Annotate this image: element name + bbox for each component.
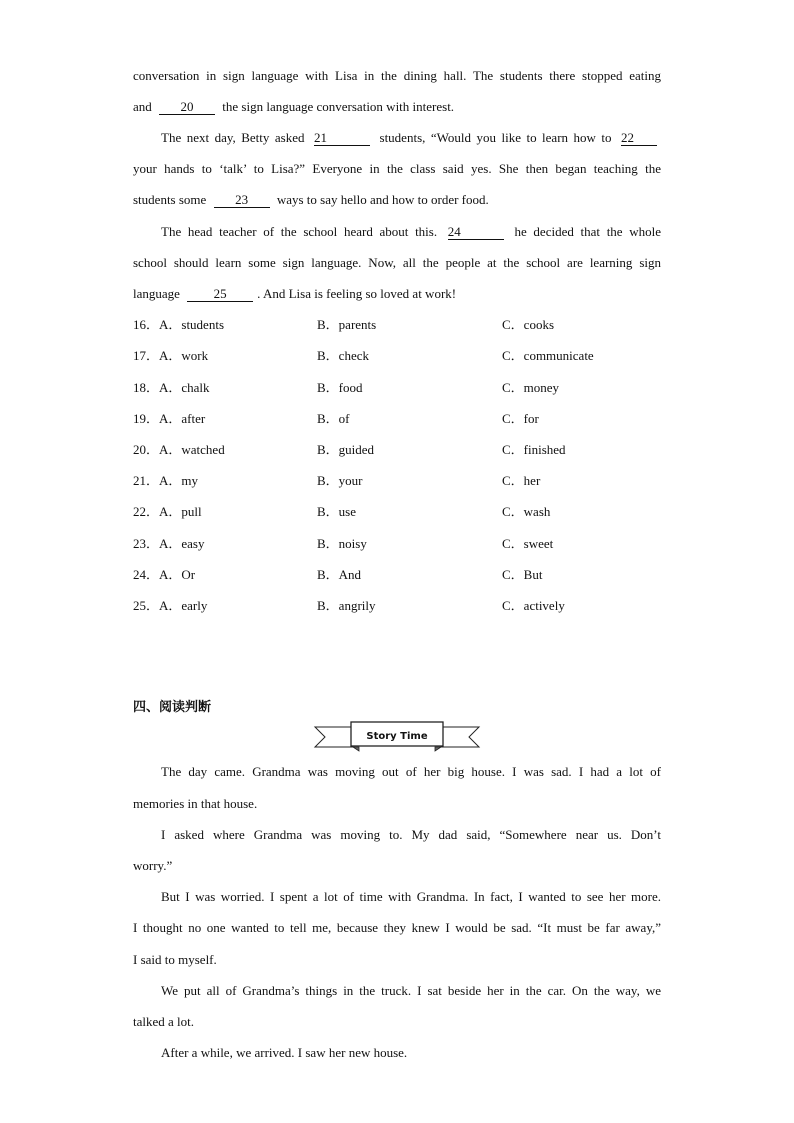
blank-25[interactable]: 25 [187,286,253,302]
story-line: We put all of Grandma’s things in the truck. I sat beside her in the car. On the way, we [161,983,661,998]
option-c[interactable]: C．money [502,380,560,395]
passage-line: conversation in sign language with Lisa in the dining hall. The students there stopped eating [133,68,661,83]
blank-23[interactable]: 23 [214,192,270,208]
passage-line: your hands to ‘talk’ to Lisa?” Everyone in the class said yes. She then began teaching the [133,161,661,176]
option-a[interactable]: 18．A．chalk [133,380,210,395]
option-a[interactable]: 19．A．after [133,411,206,426]
story-line: After a while, we arrived. I saw her new house. [161,1045,408,1060]
option-a[interactable]: 21．A．my [133,473,199,488]
option-c[interactable]: C．sweet [502,536,554,551]
option-c[interactable]: C．actively [502,598,565,613]
option-a[interactable]: 22．A．pull [133,504,202,519]
option-c[interactable]: C．communicate [502,348,594,363]
blank-20[interactable]: 20 [159,99,215,115]
story-line: But I was worried. I spent a lot of time with Grandma. In fact, I wanted to see her more. [161,889,661,904]
blank-24[interactable]: 24 [448,224,504,240]
option-b[interactable]: B．of [317,411,350,426]
option-c[interactable]: C．wash [502,504,551,519]
story-line: I asked where Grandma was moving to. My dad said, “Somewhere near us. Don’t [161,827,661,842]
option-row [133,535,661,553]
story-line: The day came. Grandma was moving out of her big house. I was sad. I had a lot of [161,764,661,779]
option-b[interactable]: B．use [317,504,357,519]
passage-line: school should learn some sign language. Now, all the people at the school are learning sign [133,255,661,270]
option-row [133,566,661,584]
option-a[interactable]: 24．A．Or [133,567,196,582]
option-b[interactable]: B．parents [317,317,377,332]
option-row [133,410,661,428]
passage-line: The head teacher of the school heard about this. 24 he decided that the whole [161,224,662,239]
passage-line: and 20 the sign language conversation with interest. [133,99,455,114]
story-line: talked a lot. [133,1014,195,1029]
blank-21[interactable]: 21 [314,130,370,146]
passage-line: The next day, Betty asked 21 students, “Would you like to learn how to 22 [133,129,661,147]
option-c[interactable]: C．But [502,567,543,582]
story-line: worry.” [133,858,173,873]
option-c[interactable]: C．finished [502,442,566,457]
option-a[interactable]: 23．A．easy [133,536,205,551]
option-a[interactable]: 16．A．students [133,317,225,332]
option-b[interactable]: B．food [317,380,363,395]
passage-line: students some 23 ways to say hello and how to order food. [133,192,489,207]
option-row [133,379,661,397]
option-row [133,441,661,459]
story-line: I thought no one wanted to tell me, because they knew I would be sad. “It must be far away,” [133,920,661,935]
option-row [133,503,661,521]
story-time-banner [313,718,481,752]
option-c[interactable]: C．for [502,411,539,426]
story-line: memories in that house. [133,796,258,811]
option-a[interactable]: 25．A．early [133,598,208,613]
option-b[interactable]: B．guided [317,442,375,457]
option-b[interactable]: B．check [317,348,369,363]
option-row [133,316,661,334]
option-row [133,472,661,490]
option-c[interactable]: C．cooks [502,317,555,332]
option-b[interactable]: B．angrily [317,598,376,613]
blank-22[interactable]: 22 [621,130,657,146]
passage-line: language 25 . And Lisa is feeling so loved at work! [133,286,457,301]
option-row [133,347,661,365]
option-a[interactable]: 17．A．work [133,348,209,363]
option-c[interactable]: C．her [502,473,541,488]
option-b[interactable]: B．And [317,567,362,582]
banner-label: Story Time [366,731,428,742]
section-heading: 四、阅读判断 [133,700,212,715]
option-a[interactable]: 20．A．watched [133,442,225,457]
option-row [133,597,661,615]
story-line: I said to myself. [133,952,217,967]
option-b[interactable]: B．your [317,473,363,488]
option-b[interactable]: B．noisy [317,536,367,551]
